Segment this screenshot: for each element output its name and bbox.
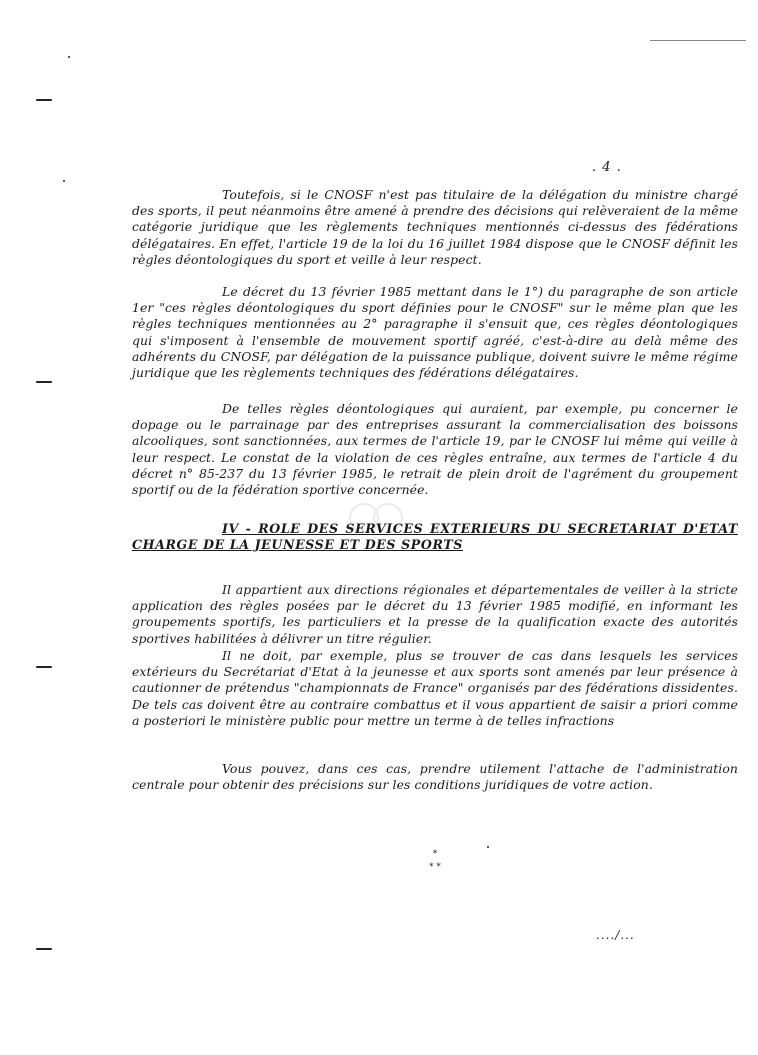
paragraph-dissident-federations: Il ne doit, par exemple, plus se trouver de cas dans lesquels les services extérieurs du Secrétariat d'Etat à la jeunesse et aux sports sont amenés par leur présence à cautionner de prétendus "championnats de France" organisés par des fédérations dissidentes. De tels cas doivent être au contraire combattus et il vous appartient de saisir a priori comme a posteriori le ministère public pour mettre un terme à de telles infractions [132,648,738,728]
scan-speck [68,56,70,58]
scan-speck [63,180,65,182]
paragraph-cnosf-deontology: Toutefois, si le CNOSF n'est pas titulaire de la délégation du ministre chargé des sports, il peut néanmoins être amené à prendre des décisions qui relèveraient de la même catégorie juridique que les règlements techniques mentionnés ci-dessus des fédérations délégataires. En effet, l'article 19 de la loi du 16 juillet 1984 dispose que le CNOSF définit les règles déontologiques du sport et veille à leur respect. [132,187,738,267]
scan-edge-mark [650,40,746,41]
paragraph-decree-1985: Le décret du 13 février 1985 mettant dans le 1°) du paragraphe de son article 1er "ces règles déontologiques du sport définies pour le CNOSF" sur le même plan que les règles techniques mentionnées au 2° paragraphe il s'ensuit que, ces règles déontologiques qui s'imposent à l'ensemble de mouvement sportif agréé, c'est-à-dire au delà même des adhérents du CNOSF, par délégation de la puissance publique, doivent suivre le même régime juridique que les règlements techniques des fédérations délégataires. [132,284,738,381]
continuation-marker: ..../... [596,928,635,942]
star-bottom: * * [429,862,441,872]
scan-speck [487,846,489,848]
separator-stars [420,848,450,874]
paragraph-regional-directions: Il appartient aux directions régionales et départementales de veiller à la stricte application des règles posées par le décret du 13 février 1985 modifié, en informant les groupements sportifs, les particuliers et la presse de la qualification exacte des autorités sportives habilitées à délivrer un titre régulier. [132,582,738,646]
binding-hole-mark [36,99,52,101]
paragraph-sanctions: De telles règles déontologiques qui auraient, par exemple, pu concerner le dopage ou le parrainage par des entreprises assurant la commercialisation des boissons alcooliques, sont sanctionnées, aux termes de l'article 19, par le CNOSF lui même qui veille à leur respect. Le constat de la violation de ces règles entraîne, aux termes de l'article 4 du décret n° 85-237 du 13 février 1985, le retrait de plein droit de l'agrément du groupement sportif ou de la fédération sportive concernée. [132,401,738,498]
section-heading: IV - ROLE DES SERVICES EXTERIEURS DU SECRETARIAT D'ETAT CHARGE DE LA JEUNESSE ET DES SPORTS [132,521,738,552]
page-number: . 4 . [592,160,622,175]
binding-hole-mark [36,381,52,383]
star-top: * [432,849,438,859]
binding-hole-mark [36,666,52,668]
paragraph-central-administration: Vous pouvez, dans ces cas, prendre utilement l'attache de l'administration centrale pour obtenir des précisions sur les conditions juridiques de votre action. [132,761,738,793]
binding-hole-mark [36,948,52,950]
